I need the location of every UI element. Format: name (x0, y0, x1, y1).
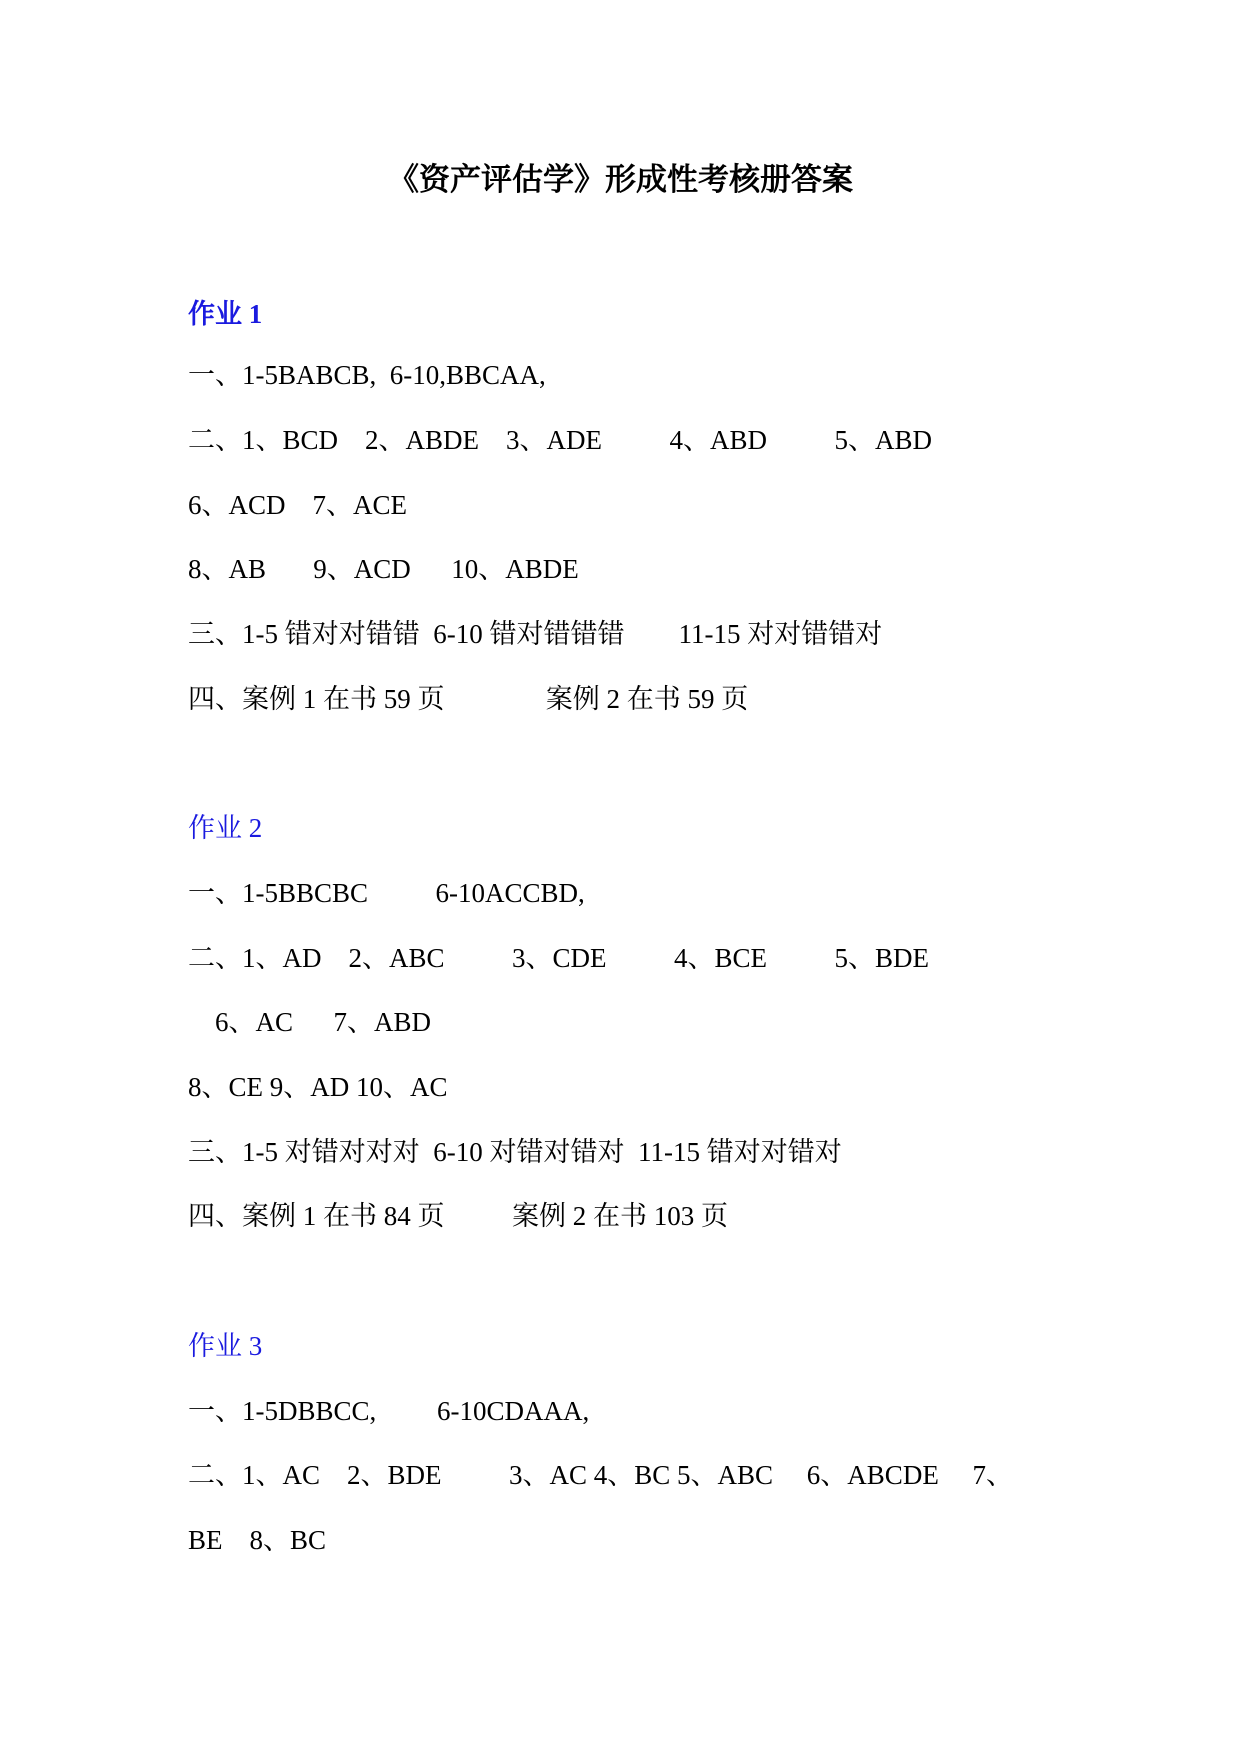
assignment-2-line-5: 三、1-5 对错对对对 6-10 对错对错对 11-15 错对对错对 (188, 1137, 842, 1167)
assignment-1-line-2: 二、1、BCD 2、ABDE 3、ADE 4、ABD 5、ABD (188, 425, 933, 455)
assignment-2-line-4: 8、CE 9、AD 10、AC (188, 1072, 448, 1102)
assignment-2-line-6: 四、案例 1 在书 84 页 案例 2 在书 103 页 (188, 1201, 728, 1231)
assignment-2-line-3: 6、AC 7、ABD (188, 1007, 432, 1037)
document-title: 《资产评估学》形成性考核册答案 (388, 162, 853, 198)
assignment-3-line-3: BE 8、BC (188, 1525, 327, 1555)
assignment-2-heading: 作业 2 (188, 813, 263, 843)
assignment-1-line-6: 四、案例 1 在书 59 页 案例 2 在书 59 页 (188, 684, 749, 714)
assignment-1-heading: 作业 1 (188, 299, 263, 329)
assignment-2-line-1: 一、1-5BBCBC 6-10ACCBD, (188, 878, 585, 908)
assignment-1-line-5: 三、1-5 错对对错错 6-10 错对错错错 11-15 对对错错对 (188, 619, 883, 649)
assignment-2-line-2: 二、1、AD 2、ABC 3、CDE 4、BCE 5、BDE (188, 943, 930, 973)
assignment-3-line-1: 一、1-5DBBCC, 6-10CDAAA, (188, 1396, 590, 1426)
assignment-3-heading: 作业 3 (188, 1331, 263, 1361)
assignment-1-line-1: 一、1-5BABCB, 6-10,BBCAA, (188, 360, 546, 390)
assignment-1-line-4: 8、AB 9、ACD 10、ABDE (188, 554, 579, 584)
assignment-1-line-3: 6、ACD 7、ACE (188, 490, 408, 520)
assignment-3-line-2: 二、1、AC 2、BDE 3、AC 4、BC 5、ABC 6、ABCDE 7、 (188, 1460, 1014, 1490)
